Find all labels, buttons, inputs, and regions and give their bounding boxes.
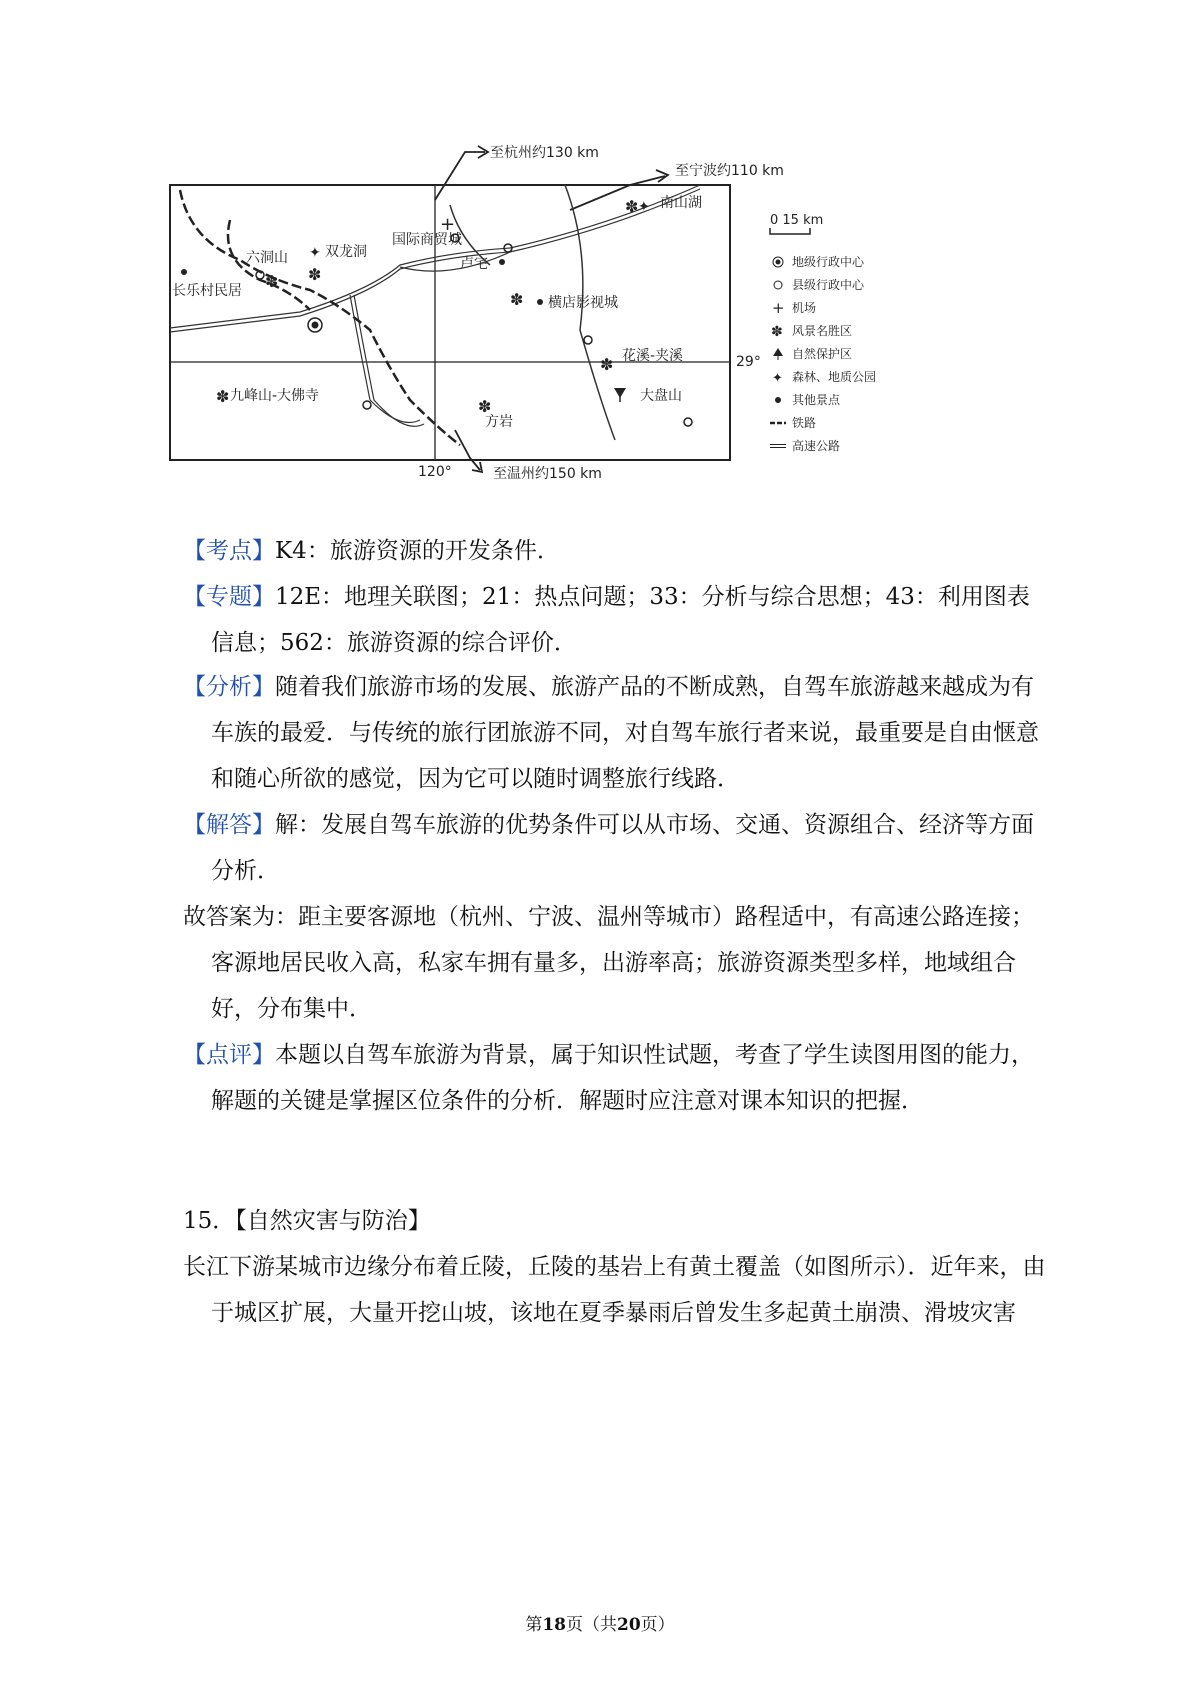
- fenxi-paragraph: [183, 664, 1051, 802]
- svg-text:✽: ✽: [216, 387, 230, 406]
- question-heading: [183, 1198, 1023, 1244]
- nature-reserve-icon: [614, 388, 626, 402]
- label-changle: 长乐村民居: [172, 283, 242, 299]
- footer-page-number: 18: [542, 1615, 566, 1635]
- question-text: 长江下游某城市边缘分布着丘陵，丘陵的基岩上有黄土覆盖（如图所示）．近年来，由于城区扩展，大量开挖山坡，该地在夏季暴雨后曾发生多起黄土崩溃、滑坡灾害: [183, 1254, 1046, 1326]
- dianping-text: 本题以自驾车旅游为背景，属于知识性试题，考查了学生读图用图的能力，解题的关键是掌握区位条件的分析．解题时应注意对课本知识的把握．: [211, 1042, 1034, 1114]
- label-liudong: 六洞山: [246, 250, 288, 266]
- zhuanti-text: 12E：地理关联图；21：热点问题；33：分析与综合思想；43：利用图表信息；562：旅游资源的综合评价．: [211, 584, 1030, 656]
- page-footer: [0, 1610, 1200, 1635]
- svg-text:✦: ✦: [638, 199, 650, 215]
- label-dapan: 大盘山: [640, 388, 682, 404]
- svg-text:✦: ✦: [772, 371, 783, 386]
- dianping-paragraph: [183, 1032, 1051, 1124]
- label-guoji: 国际商贸城: [392, 232, 462, 248]
- legend-label-6: 其他景点: [792, 393, 841, 407]
- label-fangyan: 方岩: [485, 414, 513, 430]
- jieda-text: 解：发展自驾车旅游的优势条件可以从市场、交通、资源组合、经济等方面分析．: [211, 812, 1034, 884]
- legend-label-7: 铁路: [792, 416, 817, 430]
- question-body: [183, 1244, 1051, 1336]
- tourism-map: [160, 130, 960, 530]
- railway-lines-thin: [450, 185, 615, 440]
- label-hengdian: 横店影视城: [548, 295, 618, 311]
- legend-label-5: 森林、地质公园: [792, 370, 877, 384]
- label-to-ningbo: 至宁波约110 km: [675, 163, 784, 179]
- railway-lines: [180, 190, 460, 445]
- place-labels: [172, 194, 702, 430]
- label-lon-120: 120°: [418, 464, 452, 480]
- scale-bar: [770, 213, 823, 234]
- footer-prefix: 第: [525, 1615, 543, 1635]
- label-shuanglong: 双龙洞: [325, 244, 367, 260]
- dianping-label: 【点评】: [183, 1042, 275, 1068]
- answer-paragraph: [183, 894, 1051, 1032]
- svg-text:✦: ✦: [309, 245, 321, 261]
- legend-label-8: 高速公路: [792, 439, 841, 453]
- svg-text:+: +: [772, 299, 785, 317]
- label-jiufeng: 九峰山-大佛寺: [230, 388, 320, 404]
- label-luzhai: 卢宅: [460, 256, 488, 272]
- arrow-to-wenzhou: [455, 430, 482, 472]
- zhuanti-label: 【专题】: [183, 584, 275, 610]
- svg-text:✽: ✽: [265, 272, 279, 291]
- question-number: 15．: [183, 1208, 236, 1234]
- map-legend: [770, 254, 876, 453]
- label-to-hangzhou: 至杭州约130 km: [490, 145, 599, 161]
- footer-mid: 页（共: [566, 1615, 617, 1635]
- svg-text:✽: ✽: [510, 290, 524, 309]
- footer-total-pages: 20: [617, 1615, 641, 1635]
- label-to-wenzhou: 至温州约150 km: [493, 466, 602, 482]
- svg-text:✽: ✽: [771, 324, 783, 340]
- label-lat-29: 29°: [736, 354, 761, 370]
- svg-text:✽: ✽: [600, 355, 614, 374]
- footer-suffix: 页）: [640, 1615, 675, 1635]
- zhuanti-paragraph: [183, 574, 1051, 666]
- label-nanshanhu: 南山湖: [660, 195, 702, 211]
- legend-label-1: 县级行政中心: [792, 278, 865, 292]
- svg-text:✽: ✽: [625, 197, 639, 216]
- answer-text: 故答案为：距主要客源地（杭州、宁波、温州等城市）路程适中，有高速公路连接；客源地居民收入高，私家车拥有量多，出游率高；旅游资源类型多样，地域组合好，分布集中．: [183, 904, 1034, 1022]
- jieda-label: 【解答】: [183, 812, 275, 838]
- svg-text:0 15 km: 0 15 km: [770, 213, 824, 228]
- svg-text:✽: ✽: [478, 397, 492, 416]
- question-title: 【自然灾害与防治】: [235, 1208, 431, 1234]
- legend-label-3: 风景名胜区: [792, 324, 853, 338]
- legend-label-4: 自然保护区: [792, 347, 853, 361]
- kaodian-label: 【考点】: [183, 538, 275, 564]
- kaodian-paragraph: [183, 528, 1051, 574]
- legend-label-0: 地级行政中心: [792, 255, 865, 269]
- arrow-to-hangzhou: [435, 146, 488, 200]
- fenxi-label: 【分析】: [183, 674, 275, 700]
- kaodian-text: K4：旅游资源的开发条件．: [275, 538, 560, 564]
- airport-icon: +: [440, 214, 456, 235]
- legend-label-2: 机场: [792, 301, 817, 315]
- prefecture-center-icon: [308, 318, 322, 332]
- jieda-paragraph: [183, 802, 1051, 894]
- label-huaxi: 花溪-夹溪: [622, 348, 684, 364]
- svg-text:✽: ✽: [308, 265, 322, 284]
- fenxi-text: 随着我们旅游市场的发展、旅游产品的不断成熟，自驾车旅游越来越成为有车族的最爱．与传统的旅行团旅游不同，对自驾车旅行者来说，最重要是自由惬意和随心所欲的感觉，因为它可以随时调整旅行线路．: [211, 674, 1039, 792]
